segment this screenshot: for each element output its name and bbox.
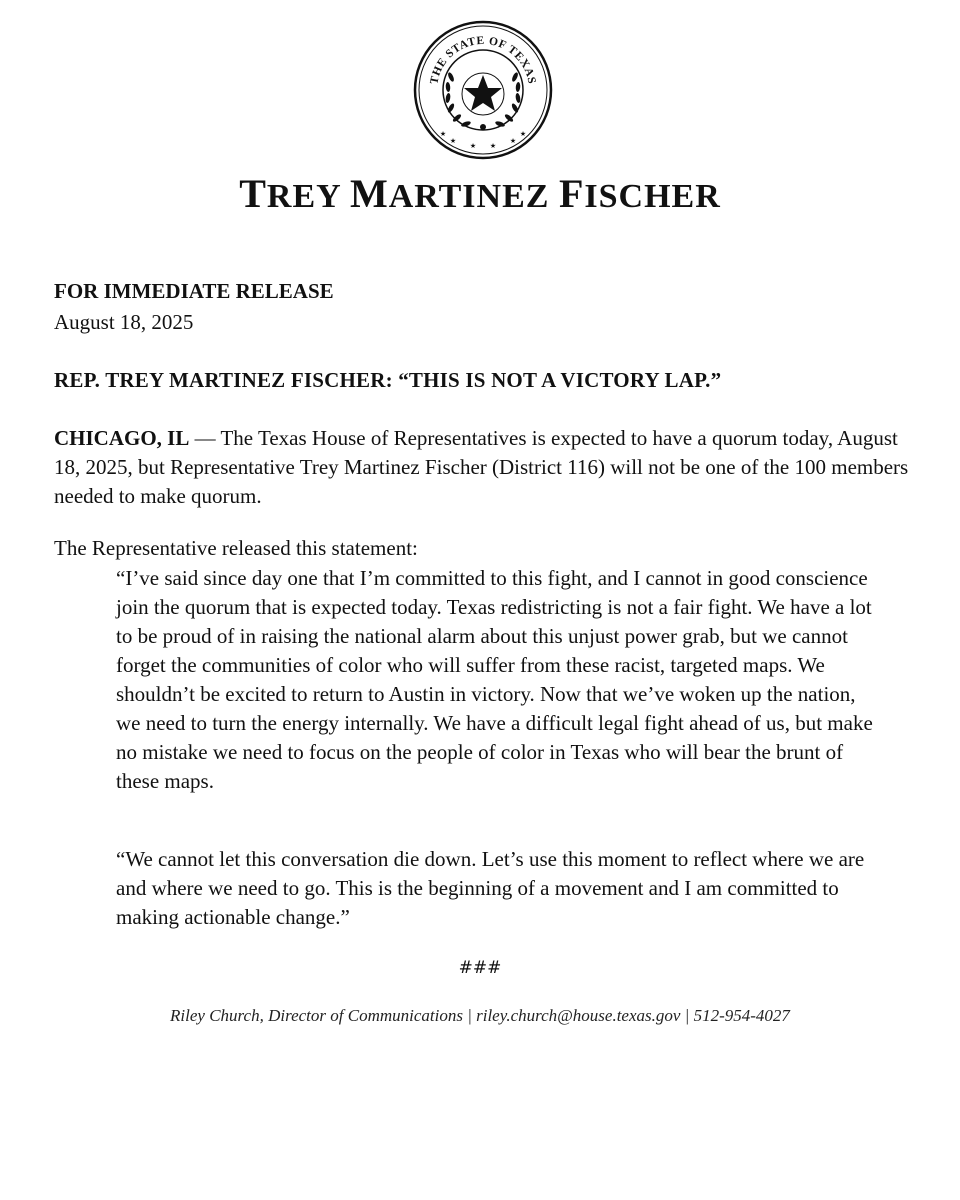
contact-footer: Riley Church, Director of Communications | riley.church@house.texas.gov | 512-954-4027 [170,1006,790,1025]
statement-quote-2: “We cannot let this conversation die down. Let’s use this moment to reflect where we are and where we need to go. This is the beginning of a movement and I am committed to making actionable change.” [116,847,865,929]
lede-paragraph [54,424,914,511]
svg-text:★: ★ [439,130,447,138]
headline: REP. TREY MARTINEZ FISCHER: “THIS IS NOT A VICTORY LAP.” [54,368,722,392]
svg-text:★: ★ [509,137,517,145]
statement-quote-1: “I’ve said since day one that I’m committed to this fight, and I cannot in good conscience join the quorum that is expected today. Texas redistricting is not a fair fight. We have a lot to be proud of in raising the national alarm about this unjust power grab, but we cannot forget the communities of color who will suffer from these racist, targeted maps. We shouldn’t be excited to return to Austin in victory. Now that we’ve woken up the nation, we need to turn the energy internally. We have a difficult legal fight ahead of us, but make no mistake we need to focus on the people of color in Texas who will bear the brunt of these maps. [116,566,873,793]
svg-text:★: ★ [449,137,457,145]
svg-text:★: ★ [469,142,477,150]
seal-graphic [413,20,553,160]
release-date: August 18, 2025 [54,310,194,334]
dateline: CHICAGO, IL [54,426,190,450]
end-mark: ### [458,958,502,978]
release-label: FOR IMMEDIATE RELEASE [54,279,334,303]
svg-text:★: ★ [519,130,527,138]
dateline-separator: — [189,426,221,450]
seal-text: THE STATE OF TEXAS [428,34,538,86]
letterhead-name: TREY MARTINEZ FISCHER [239,171,721,216]
lede-text: The Texas House of Representatives is expected to have a quorum today, August 18, 2025, but Representative Trey Martinez Fischer (District 116) will not be one of the 100 members needed to make quorum. [54,426,909,508]
texas-state-seal [413,20,553,160]
statement-intro: The Representative released this statement: [54,536,418,560]
svg-text:★: ★ [489,142,497,150]
